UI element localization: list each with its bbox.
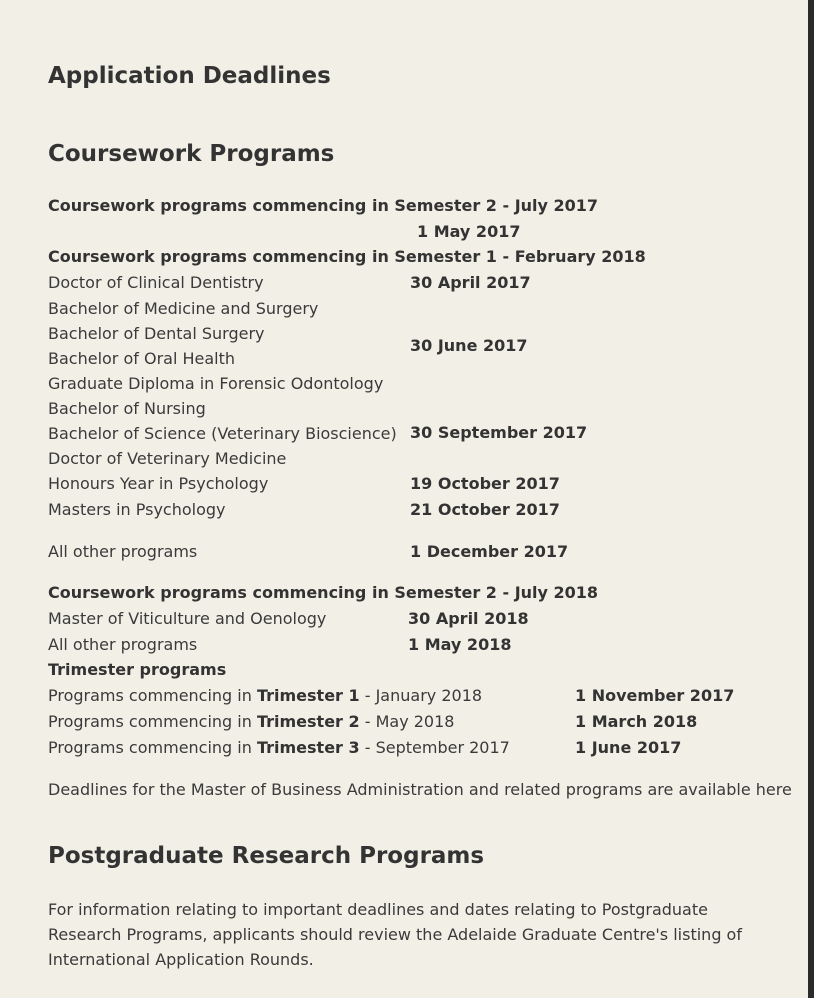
other-programs-label: All other programs [48, 542, 198, 561]
research-text: For information relating to important deadlines and dates relating to Postgraduate Research Programs, applicants should review the Adelaide Graduate Centre's listing of International Application Rounds. [48, 900, 742, 969]
deadline-date: 30 April 2018 [408, 609, 529, 628]
program-item: Bachelor of Medicine and Surgery [48, 299, 319, 318]
trimester-heading: Trimester programs [48, 660, 227, 679]
program-item: Bachelor of Nursing [48, 399, 206, 418]
sem2-2018-heading: Coursework programs commencing in Semester 2 - July 2018 [48, 583, 599, 602]
sem1-2018-heading: Coursework programs commencing in Semester 1 - February 2018 [48, 247, 646, 266]
trimester-row: Programs commencing in Trimester 1 - January 2018 [48, 686, 483, 705]
deadline-date: 1 May 2018 [408, 635, 512, 654]
program-item: Honours Year in Psychology [48, 474, 269, 493]
program-item: Masters in Psychology [48, 500, 226, 519]
trimester-row: Programs commencing in Trimester 2 - May 2018 [48, 712, 455, 731]
scrollbar[interactable] [808, 0, 814, 998]
program-item: Bachelor of Science (Veterinary Bioscience) [48, 424, 397, 443]
program-item: Bachelor of Oral Health [48, 349, 236, 368]
deadline-date: 30 April 2017 [410, 273, 531, 292]
sem2-2017-heading: Coursework programs commencing in Semester 2 - July 2017 [48, 196, 599, 215]
sem2-2017-date: 1 May 2017 [417, 222, 521, 241]
program-item: Master of Viticulture and Oenology [48, 609, 327, 628]
program-item: Bachelor of Dental Surgery [48, 324, 265, 343]
deadline-date: 21 October 2017 [410, 500, 560, 519]
program-item: Graduate Diploma in Forensic Odontology [48, 374, 384, 393]
trimester-row: Programs commencing in Trimester 3 - September 2017 [48, 738, 510, 757]
program-item: Doctor of Clinical Dentistry [48, 273, 264, 292]
mba-note[interactable]: Deadlines for the Master of Business Administration and related programs are available here [48, 780, 792, 799]
program-item: All other programs [48, 635, 198, 654]
deadline-date: 1 November 2017 [575, 686, 735, 705]
deadline-date: 30 September 2017 [410, 423, 588, 442]
program-item: Doctor of Veterinary Medicine [48, 449, 287, 468]
research-heading: Postgraduate Research Programs [48, 843, 485, 869]
deadline-date: 30 June 2017 [410, 336, 528, 355]
coursework-heading: Coursework Programs [48, 141, 335, 167]
other-programs-date: 1 December 2017 [410, 542, 569, 561]
deadline-date: 19 October 2017 [410, 474, 560, 493]
deadline-date: 1 March 2018 [575, 712, 698, 731]
page-title: Application Deadlines [48, 63, 331, 89]
deadline-date: 1 June 2017 [575, 738, 682, 757]
